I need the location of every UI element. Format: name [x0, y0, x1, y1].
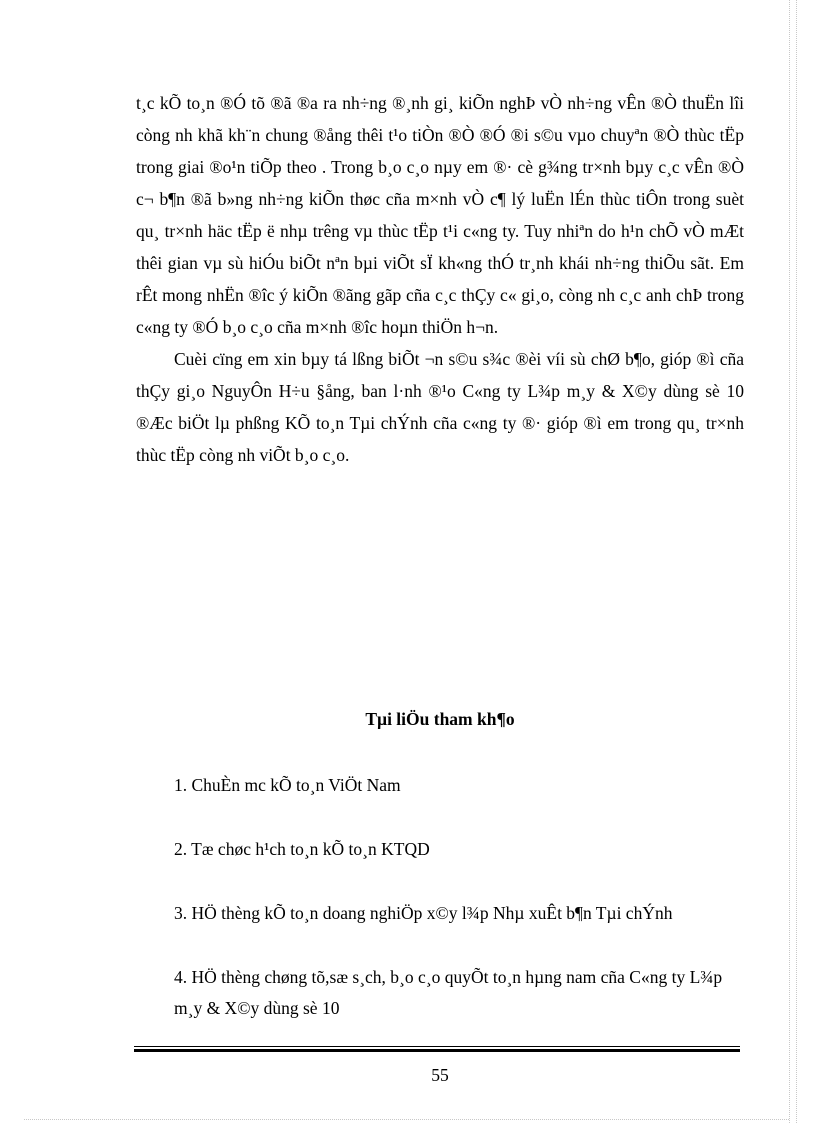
page-right-edge	[789, 0, 797, 1123]
body-paragraph: t¸c kÕ to¸n ®Ó tõ ®ã ®a ra nh÷ng ®¸nh gi¸ kiÕn nghÞ vÒ nh÷ng vÊn ®Ò thuËn lîi còng nh khã kh¨n chung ®ång thêi t¹o tiÒn ®Ò ®Ó ®i s©u vµo chuyªn ®Ò thùc tËp trong giai ®o¹n tiÕp theo . Trong b¸o c¸o nµy em ®· cè g¾ng tr×nh bµy c¸c vÊn ®Ò c¬ b¶n ®ã b»ng nh÷ng kiÕn thøc cña m×nh vÒ c¶ lý luËn lÉn thùc tiÔn trong suèt qu¸ tr×nh häc tËp ë nhµ trêng vµ thùc tËp t¹i c«ng ty. Tuy nhiªn do h¹n chÕ vÒ mÆt thêi gian vµ sù hiÓu biÕt nªn bµi viÕt sÏ kh«ng thÓ tr¸nh khái nh÷ng thiÕu sãt. Em rÊt mong nhËn ®îc ý kiÕn ®ãng gãp cña c¸c thÇy c« gi¸o, còng nh c¸c anh chÞ trong c«ng ty ®Ó b¸o c¸o cña m×nh ®îc hoµn thiÖn h¬n.	[136, 93, 744, 337]
reference-item: 2. Tæ chøc h¹ch to¸n kÕ to¸n KTQD	[174, 839, 430, 859]
references-list	[174, 770, 744, 1024]
reference-item: 4. HÖ thèng chøng tõ,sæ s¸ch, b¸o c¸o quyÕt to¸n hµng nam cña C«ng ty L¾p m¸y & X©y dùng sè 10	[174, 967, 723, 1018]
references-title: Tµi liÖu tham kh¶o	[365, 709, 515, 729]
page-bottom-edge	[24, 1119, 789, 1121]
page-number: 55	[431, 1065, 449, 1085]
reference-item: 3. HÖ thèng kÕ to¸n doang nghiÖp x©y l¾p Nhµ xuÊt b¶n Tµi chÝnh	[174, 903, 673, 923]
body-paragraph: Cuèi cïng em xin bµy tá lßng biÕt ¬n s©u s¾c ®èi víi sù chØ b¶o, gióp ®ì cña thÇy gi¸o NguyÔn H÷u §ång, ban l·nh ®¹o C«ng ty L¾p m¸y & X©y dùng sè 10 ®Æc biÖt lµ phßng KÕ to¸n Tµi chÝnh cña c«ng ty ®· gióp ®ì em trong qu¸ tr×nh thùc tËp còng nh viÕt b¸o c¸o.	[136, 349, 744, 465]
reference-item: 1. ChuÈn mc kÕ to¸n ViÖt Nam	[174, 775, 401, 795]
body-text	[136, 87, 744, 471]
footer-double-rule	[134, 1046, 740, 1052]
